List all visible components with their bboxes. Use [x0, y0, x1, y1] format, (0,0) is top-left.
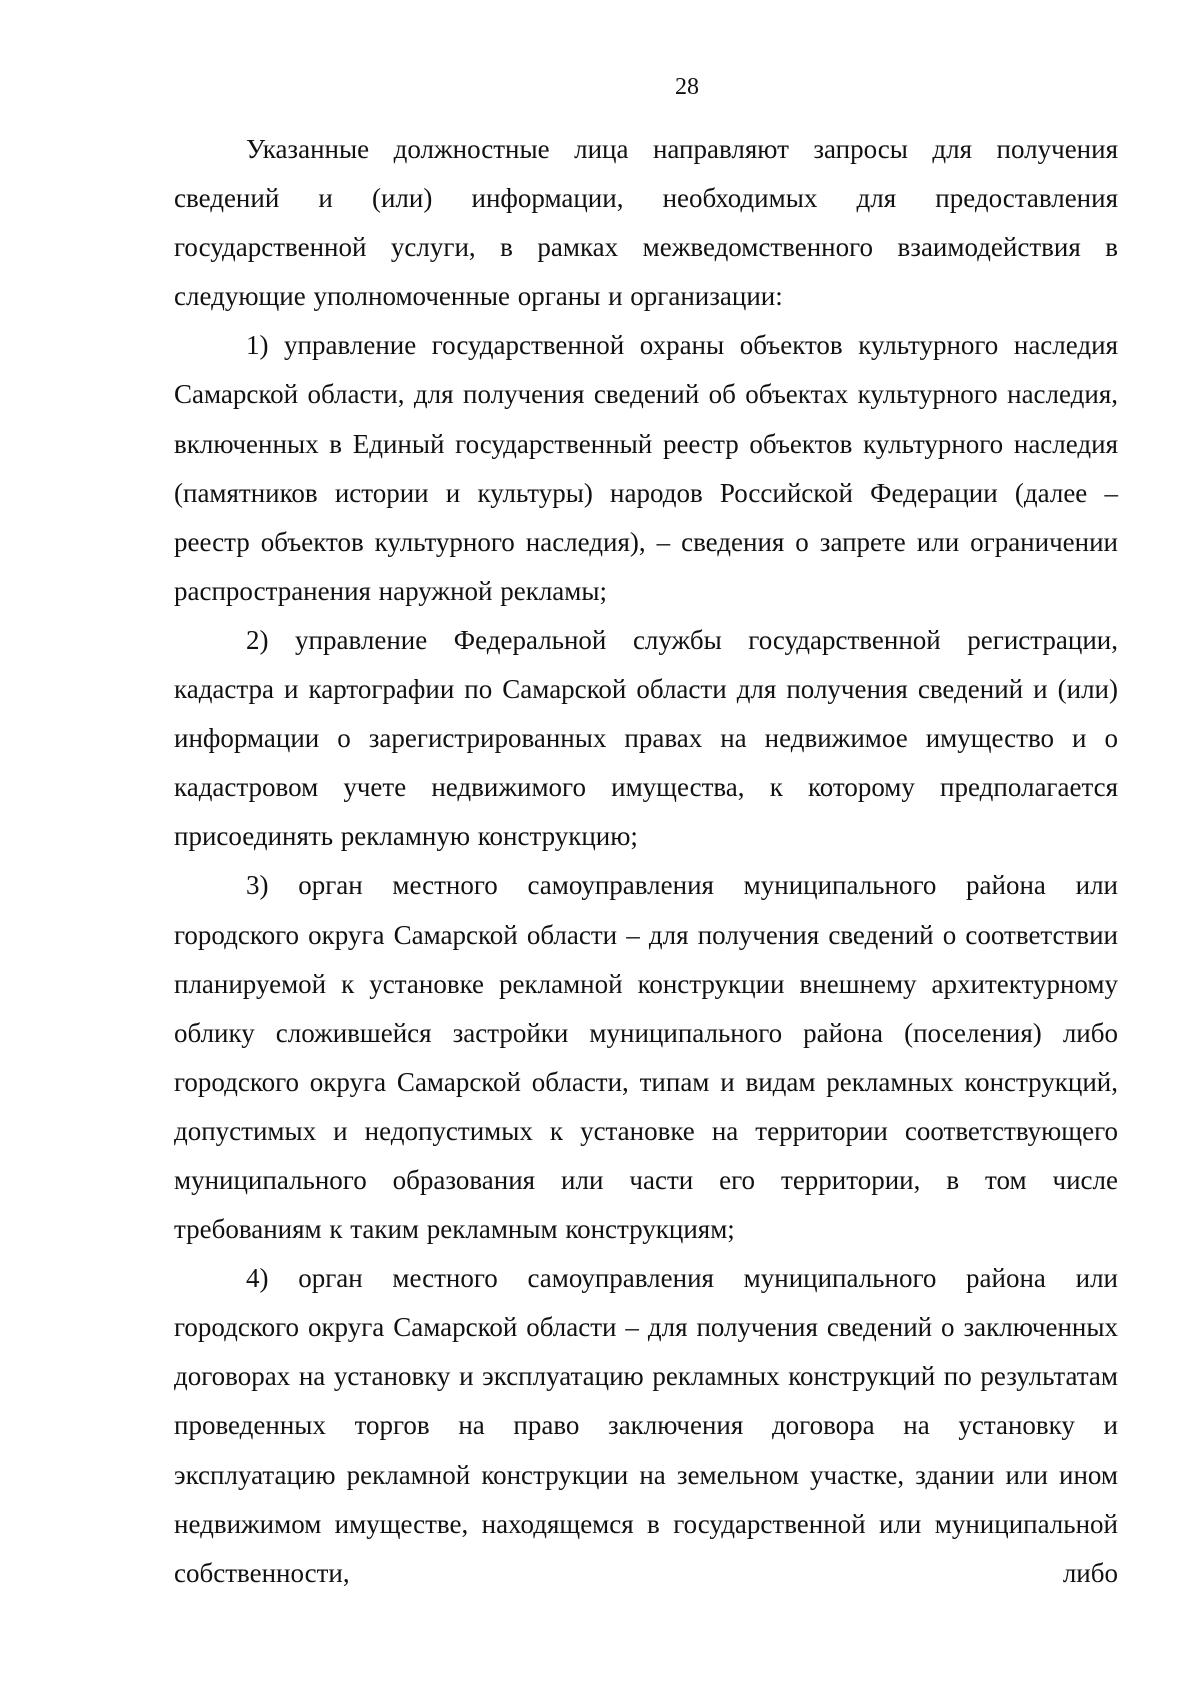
- paragraph-item-3: 3) орган местного самоуправления муниципального района или городского округа Самарской области – для получения сведений о соответствии планируемой к установке рекламной конструкции внешнему архитектурному облику сложившейся застройки муниципального района (поселения) либо городского округа Самарской области, типам и видам рекламных конструкций, допустимых и недопустимых к установке на территории соответствующего муниципального образования или части его территории, в том числе требованиям к таким рекламным конструкциям;: [174, 870, 1118, 1245]
- document-body: [174, 125, 1118, 1598]
- paragraph-item-4: 4) орган местного самоуправления муниципального района или городского округа Самарской области – для получения сведений о заключенных договорах на установку и эксплуатацию рекламных конструкций по результатам проведенных торгов на право заключения договора на установку и эксплуатацию рекламной конструкции на земельном участке, здании или ином недвижимом имуществе, находящемся в государственной или муниципальной собственности, либо: [174, 1263, 1118, 1588]
- paragraph-intro: Указанные должностные лица направляют запросы для получения сведений и (или) информации, необходимых для предоставления государственной услуги, в рамках межведомственного взаимодействия в следующие уполномоченные органы и организации:: [174, 134, 1118, 312]
- paragraph-item-1: 1) управление государственной охраны объектов культурного наследия Самарской области, для получения сведений об объектах культурного наследия, включенных в Единый государственный реестр объектов культурного наследия (памятников истории и культуры) народов Российской Федерации (далее – реестр объектов культурного наследия), – сведения о запрете или ограничении распространения наружной рекламы;: [174, 330, 1118, 606]
- paragraph-item-2: 2) управление Федеральной службы государственной регистрации, кадастра и картографии по Самарской области для получения сведений и (или) информации о зарегистрированных правах на недвижимое имущество и о кадастровом учете недвижимого имущества, к которому предполагается присоединять рекламную конструкцию;: [174, 624, 1118, 852]
- page-number: 28: [675, 74, 699, 100]
